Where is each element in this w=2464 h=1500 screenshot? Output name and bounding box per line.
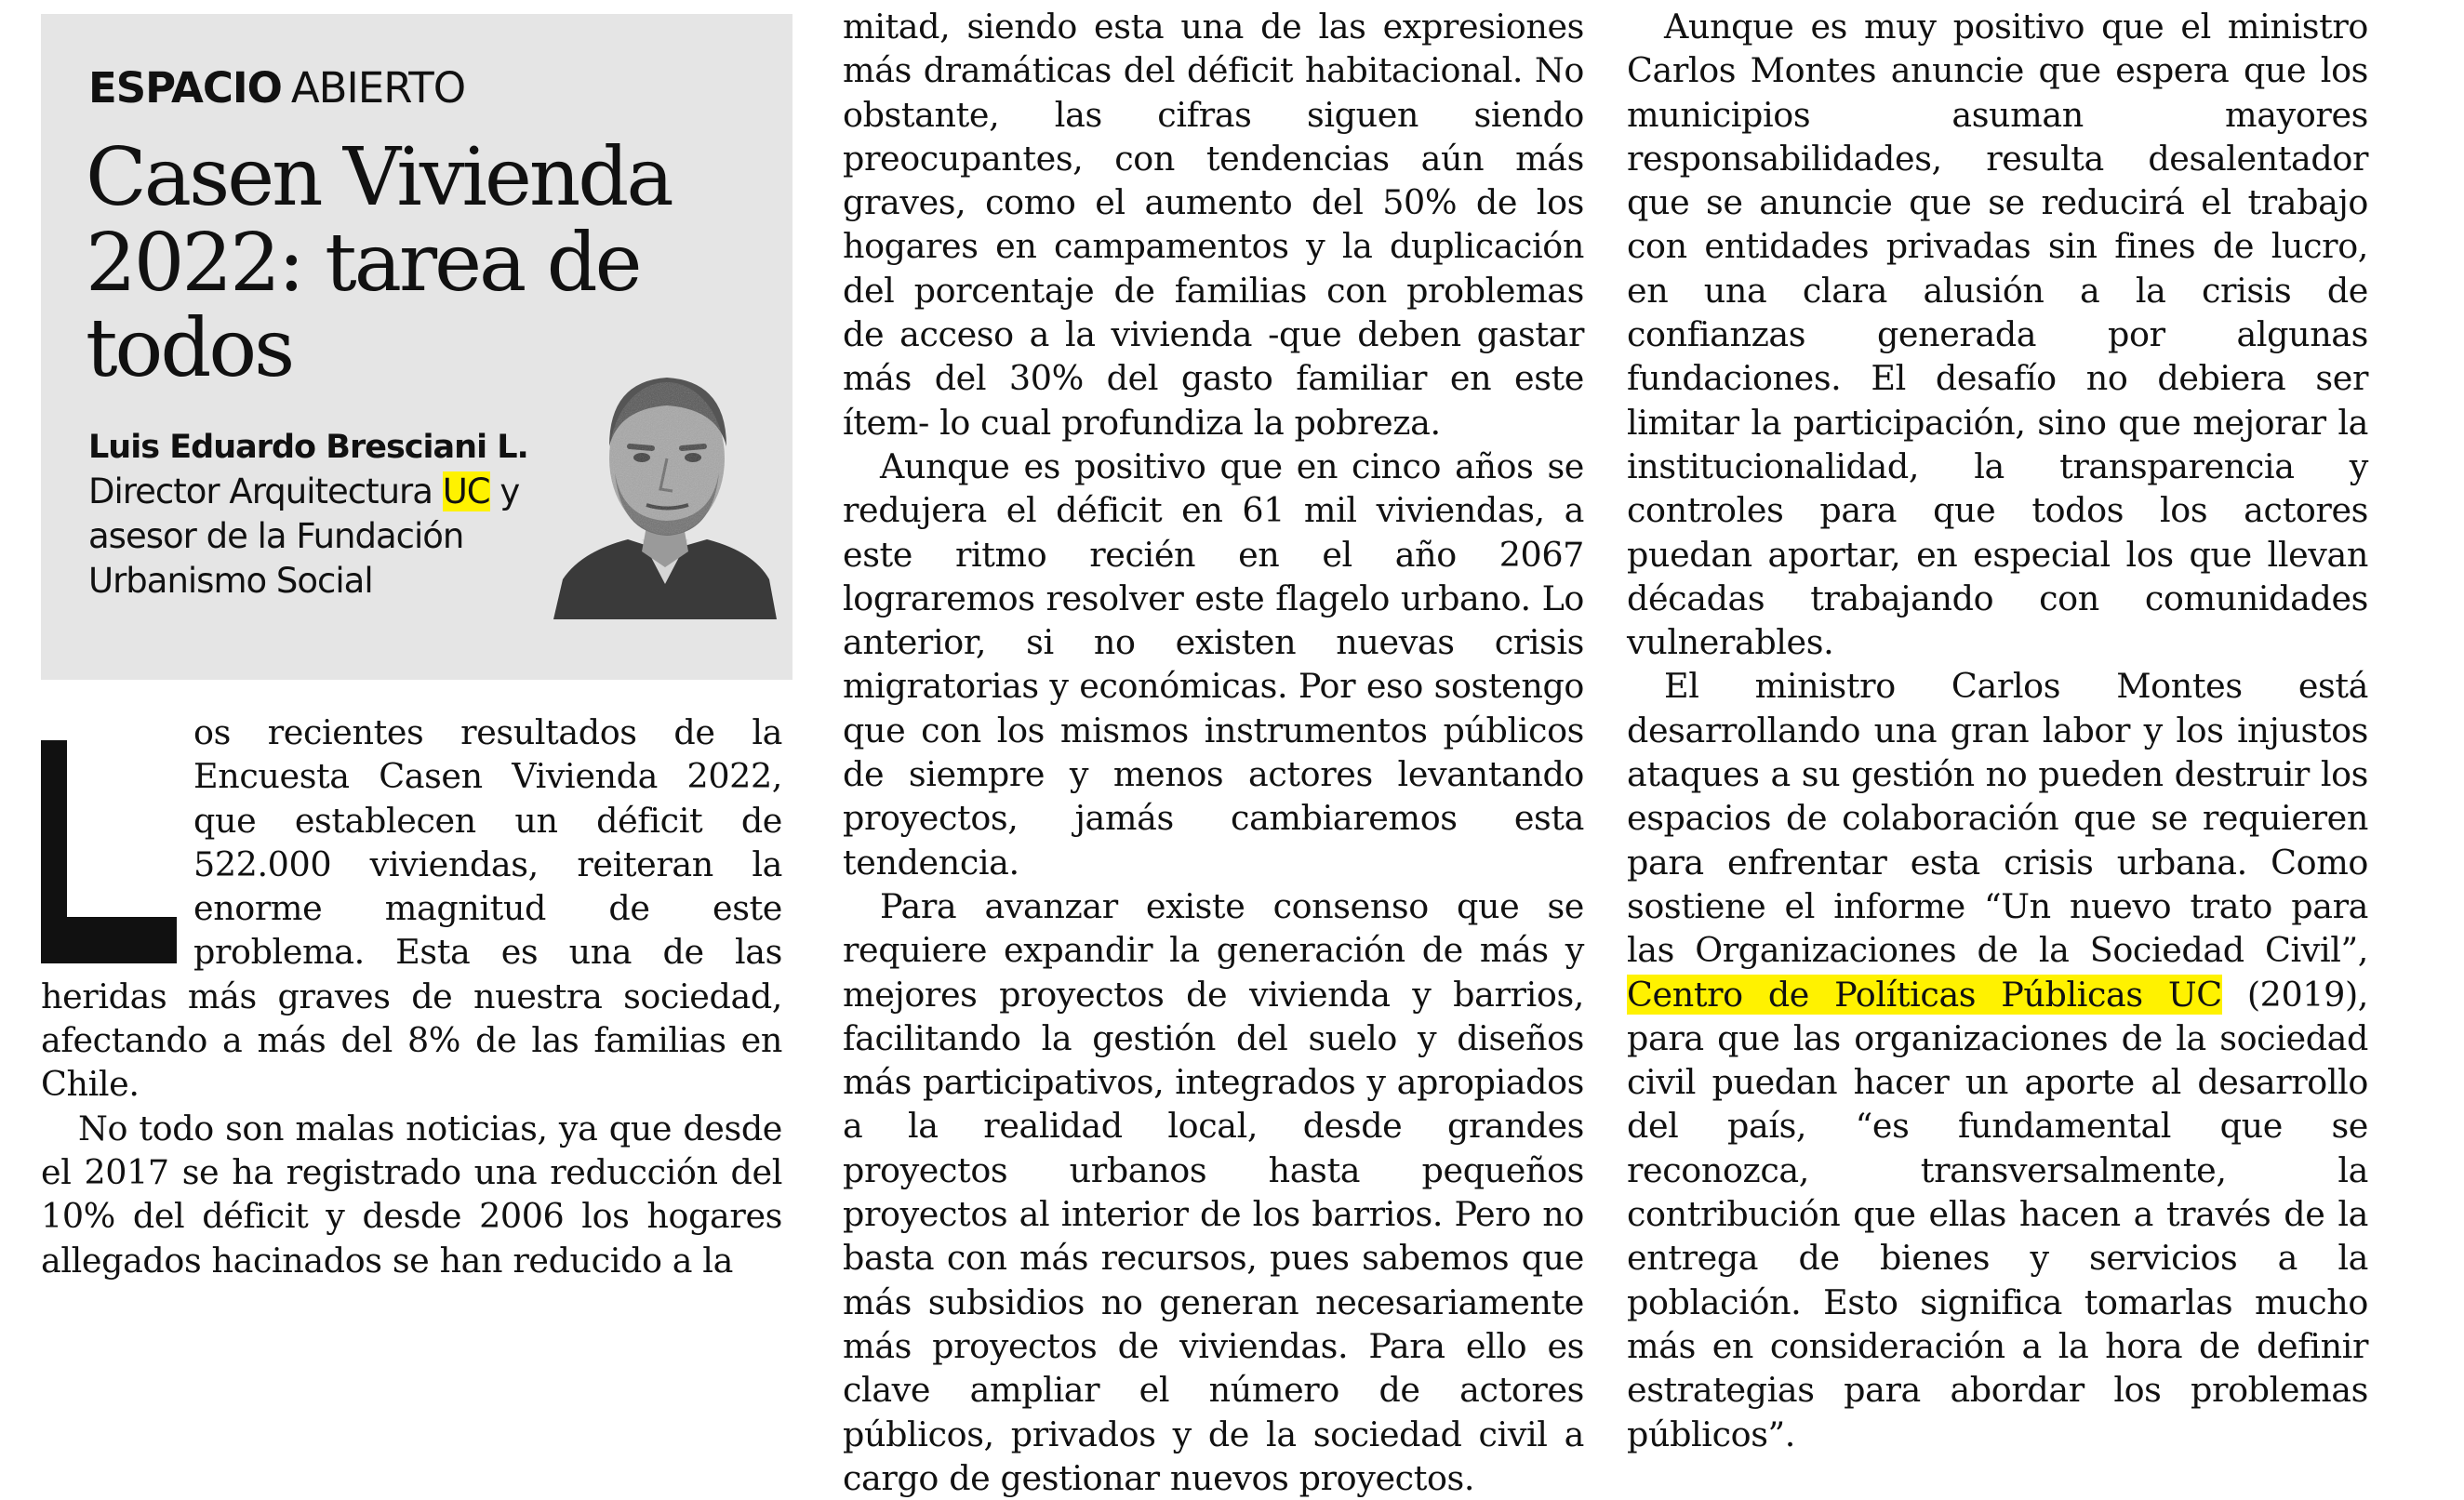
dropcap-letter-l: [41, 740, 177, 963]
article-column-2: [843, 5, 1584, 1500]
paragraph-3: Aunque es positivo que en cinco años se redujera el déficit en 61 mil viviendas, a este ritmo recién en el año 2067 lograremos resolver este flagelo urbano. Lo anterior, si no existen nuevas crisis migratorias y económicas. Por eso sostengo que con los mismos instrumentos públicos de siempre y menos actores levantando proyectos, jamás cambiaremos esta tendencia.: [843, 445, 1584, 883]
article-column-3: [1627, 5, 2368, 1456]
paragraph-4: Para avanzar existe consenso que se requiere expandir la generación de más y mejores proyectos de vivienda y barrios, facilitando la gestión del suelo y diseños más participativos, integrados y apropiados a la realidad local, desde grandes proyectos urbanos hasta pequeños proyectos al interior de los barrios. Pero no basta con más recursos, pues sabemos que más subsidios no generan necesariamente más proyectos de viviendas. Para ello es clave ampliar el número de actores públicos, privados y de la sociedad civil a cargo de gestionar nuevos proyectos.: [843, 885, 1584, 1498]
paragraph-6-text: El ministro Carlos Montes está desarrollando una gran labor y los injustos ataques a su gestión no pueden destruir los espacios de colaboración que se requieren para enfrentar esta crisis urbana. Como sostiene el informe “Un nuevo trato para las Organizaciones de la Sociedad Civil”,: [1627, 666, 2368, 971]
section-label-bold: ESPACIO: [88, 63, 282, 113]
section-label: [88, 63, 465, 113]
paragraph-2: No todo son malas noticias, ya que desde el 2017 se ha registrado una reducción del 10% del déficit y desde 2006 los hogares allegados hacinados se han reducido a la: [41, 1108, 782, 1281]
author-portrait: [553, 361, 777, 619]
highlighted-org-name: Centro de Políticas Públicas UC: [1627, 974, 2222, 1015]
paragraph-6-continued: (2019), para que las organizaciones de la sociedad civil puedan hacer un aporte al desarrollo del país, “es fundamental que se reconozca, transversalmente, la contribución que ellas hacen a través de la entrega de bienes y servicios a la población. Esto significa tomarlas mucho más en consideración a la hora de definir estrategias para abordar los problemas públicos”.: [1627, 974, 2368, 1454]
headline: Casen Vivienda 2022: tarea de todos: [86, 131, 672, 395]
author-role: [88, 470, 572, 604]
paragraph-1: os recientes resultados de la Encuesta Casen Vivienda 2022, que establecen un déficit de 522.000 viviendas, reiteran la enorme magnitud de este problema. Esta es una de las heridas más graves de nuestra sociedad, afectando a más del 8% de las familias en Chile.: [41, 712, 782, 1105]
author-role-suffix: y asesor de la Fundación Urbanismo Social: [88, 471, 520, 601]
author-role-prefix: Director Arquitectura: [88, 471, 433, 511]
author-role-highlight: UC: [442, 471, 490, 511]
portrait-figure: [553, 378, 777, 619]
paragraph-2-continued: mitad, siendo esta una de las expresiones más dramáticas del déficit habitacional. No obstante, las cifras siguen siendo preocupantes, con tendencias aún más graves, como el aumento del 50% de los hogares en campamentos y la duplicación del porcentaje de familias con problemas de acceso a la vivienda -que deben gastar más del 30% del gasto familiar en este ítem- lo cual profundiza la pobreza.: [843, 7, 1584, 443]
author-block: [88, 425, 572, 604]
article-column-1: [41, 710, 782, 1282]
section-label-light: ABIERTO: [290, 63, 466, 113]
author-name: Luis Eduardo Bresciani L.: [88, 429, 528, 466]
paragraph-6: [1627, 664, 2368, 1455]
paragraph-5: Aunque es muy positivo que el ministro Carlos Montes anuncie que espera que los municipios asuman mayores responsabilidades, resulta desalentador que se anuncie que se reducirá el trabajo con entidades privadas sin fines de lucro, en una clara alusión a la crisis de confianzas generada por algunas fundaciones. El desafío no debiera ser limitar la participación, sino que mejorar la institucionalidad, la transparencia y controles para que todos los actores puedan aportar, en especial los que llevan décadas trabajando con comunidades vulnerables.: [1627, 7, 2368, 663]
